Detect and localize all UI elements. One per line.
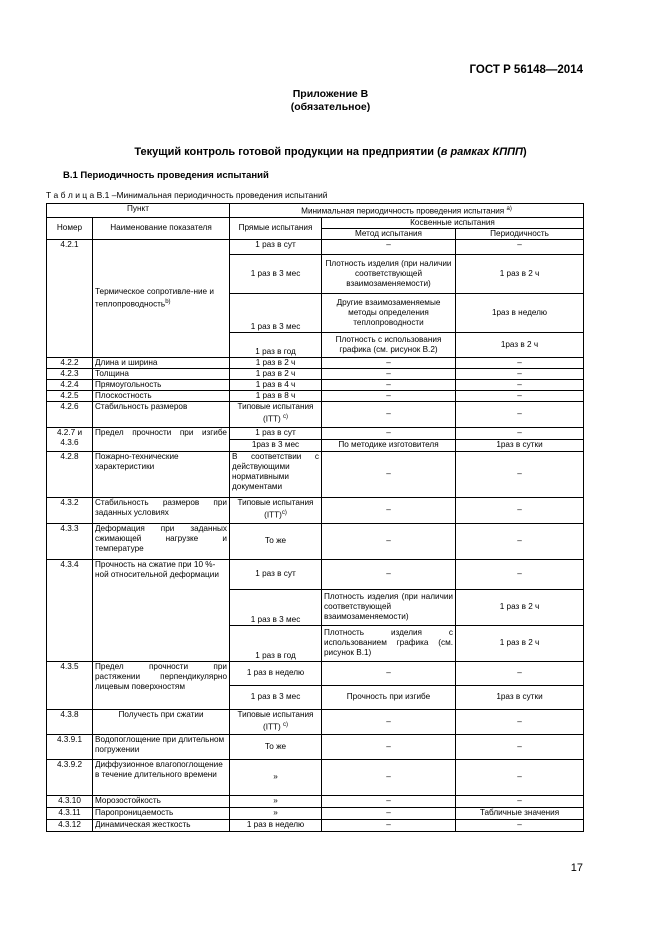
row-method: –	[322, 239, 456, 254]
document-code: ГОСТ Р 56148—2014	[469, 64, 583, 76]
row-direct: 1 раз в 3 мес	[230, 254, 322, 293]
row-indicator: Стабильность размеров	[93, 401, 230, 427]
row-periodicity: –	[456, 368, 584, 379]
row-method: –	[322, 523, 456, 559]
row-periodicity: –	[456, 239, 584, 254]
table-row	[47, 709, 584, 734]
row-number: 4.3.5	[47, 661, 93, 709]
table-header-row	[47, 217, 584, 228]
row-periodicity: –	[456, 795, 584, 807]
row-indicator: Динамическая жесткость	[93, 819, 230, 831]
header-method: Метод испытания	[322, 228, 456, 239]
row-indicator: Прямоугольность	[93, 379, 230, 390]
row-number: 4.2.6	[47, 401, 93, 427]
row-direct: 1 раз в 8 ч	[230, 390, 322, 401]
row-method: –	[322, 379, 456, 390]
row-periodicity: –	[456, 390, 584, 401]
annex-title: Приложение В	[292, 88, 369, 100]
table-row	[47, 497, 584, 523]
row-number: 4.3.12	[47, 819, 93, 831]
header-direct: Прямые испытания	[230, 217, 322, 239]
table-row	[47, 807, 584, 819]
table-row	[47, 661, 584, 685]
row-periodicity: –	[456, 379, 584, 390]
row-method: –	[322, 427, 456, 439]
row-method: –	[322, 368, 456, 379]
row-number: 4.3.3	[47, 523, 93, 559]
row-periodicity: –	[456, 427, 584, 439]
row-number: 4.2.3	[47, 368, 93, 379]
row-direct: То же	[230, 734, 322, 759]
row-method: –	[322, 734, 456, 759]
row-number: 4.3.9.2	[47, 759, 93, 795]
row-method: Плотность изделия (при наличии соответствующей взаимозаменяемости)	[322, 589, 456, 625]
row-periodicity: 1 раз в 2 ч	[456, 254, 584, 293]
row-periodicity: –	[456, 661, 584, 685]
row-periodicity: 1раз в 2 ч	[456, 332, 584, 357]
row-direct: Типовые испытания (ITT) $^{c)}$	[230, 401, 322, 427]
header-min-period: Минимальная периодичность проведения испытания $^{а)}$	[230, 204, 584, 218]
row-periodicity: –	[456, 401, 584, 427]
table-row	[47, 401, 584, 427]
table-row	[47, 379, 584, 390]
row-method: –	[322, 451, 456, 497]
row-periodicity: 1раз в сутки	[456, 685, 584, 709]
table-row	[47, 239, 584, 254]
row-indicator: Предел прочности при изгибе	[93, 427, 230, 451]
row-number: 4.2.4	[47, 379, 93, 390]
row-direct: 1 раз в год	[230, 332, 322, 357]
row-method: По методике изготовителя	[322, 439, 456, 451]
row-indicator: Предел прочности при растяжении перпендикулярно лицевым поверхностям	[93, 661, 230, 709]
row-indicator: Длина и ширина	[93, 357, 230, 368]
row-indicator: Водопоглощение при длительном погружении	[93, 734, 230, 759]
row-indicator: Диффузионное влагопоглощение в течение длительного времени	[93, 759, 230, 795]
row-periodicity: –	[456, 523, 584, 559]
section-heading: В.1 Периодичность проведения испытаний	[63, 170, 269, 181]
page-title: Текущий контроль готовой продукции на предприятии (в рамках КППП)	[134, 146, 527, 158]
row-number: 4.3.2	[47, 497, 93, 523]
row-direct: 1 раз в 3 мес	[230, 293, 322, 332]
periodicity-table	[46, 203, 584, 832]
row-method: –	[322, 795, 456, 807]
row-number: 4.3.9.1	[47, 734, 93, 759]
row-direct: 1 раз в 2 ч	[230, 368, 322, 379]
row-direct: Типовые испытания (ITT)$^{c)}$	[230, 497, 322, 523]
table-row	[47, 368, 584, 379]
table-row	[47, 795, 584, 807]
row-periodicity: –	[456, 734, 584, 759]
page-number: 17	[570, 862, 583, 874]
row-method: Плотность изделия с использованием графика (см. рисунок В.1)	[322, 625, 456, 661]
row-method: –	[322, 819, 456, 831]
row-indicator: Термическое сопротивле-ние и теплопроводность$^{b)}$	[93, 239, 230, 357]
row-number: 4.2.8	[47, 451, 93, 497]
row-number: 4.2.7 и 4.3.6	[47, 427, 93, 451]
row-method: –	[322, 357, 456, 368]
row-method: –	[322, 807, 456, 819]
table-row	[47, 559, 584, 589]
row-indicator: Морозостойкость	[93, 795, 230, 807]
row-indicator: Плоскостность	[93, 390, 230, 401]
table-row	[47, 390, 584, 401]
row-direct: 1 раз в неделю	[230, 819, 322, 831]
row-method: Прочность при изгибе	[322, 685, 456, 709]
row-direct: 1раз в 3 мес	[230, 439, 322, 451]
row-direct: 1 раз в год	[230, 625, 322, 661]
row-periodicity: –	[456, 709, 584, 734]
row-indicator: Деформация при заданных сжимающей нагрузке и температуре	[93, 523, 230, 559]
row-periodicity: –	[456, 497, 584, 523]
row-indicator: Пожарно-технические характеристики	[93, 451, 230, 497]
row-periodicity: –	[456, 819, 584, 831]
annex-subtitle: (обязательное)	[290, 101, 371, 113]
row-number: 4.2.2	[47, 357, 93, 368]
row-method: –	[322, 709, 456, 734]
row-direct: 1 раз в сут	[230, 427, 322, 439]
row-direct: »	[230, 807, 322, 819]
header-indicator: Наименование показателя	[93, 217, 230, 239]
row-direct: 1 раз в 4 ч	[230, 379, 322, 390]
row-number: 4.3.10	[47, 795, 93, 807]
row-method: –	[322, 559, 456, 589]
row-direct: »	[230, 795, 322, 807]
row-method: –	[322, 401, 456, 427]
row-method: Плотность изделия (при наличии соответствующей взаимозаменяемости)	[322, 254, 456, 293]
header-punkt: Пункт	[47, 204, 230, 218]
row-indicator: Стабильность размеров при заданных условиях	[93, 497, 230, 523]
row-number: 4.2.1	[47, 239, 93, 357]
table-row	[47, 734, 584, 759]
row-indicator: Прочность на сжатие при 10 %-ной относительной деформации	[93, 559, 230, 661]
table-caption: Т а б л и ц а В.1 –Минимальная периодичность проведения испытаний	[46, 190, 328, 200]
table-row	[47, 451, 584, 497]
row-method: Плотность с использования графика (см. рисунок В.2)	[322, 332, 456, 357]
row-indicator: Толщина	[93, 368, 230, 379]
row-direct: 1 раз в 3 мес	[230, 685, 322, 709]
header-number: Номер	[47, 217, 93, 239]
row-method: Другие взаимозаменяемые методы определения теплопроводности	[322, 293, 456, 332]
row-direct: 1 раз в 3 мес	[230, 589, 322, 625]
row-indicator: Паропроницаемость	[93, 807, 230, 819]
table-row	[47, 759, 584, 795]
row-direct: 1 раз в сут	[230, 239, 322, 254]
row-direct: 1 раз в сут	[230, 559, 322, 589]
table-row	[47, 357, 584, 368]
row-number: 4.3.8	[47, 709, 93, 734]
row-periodicity: 1 раз в 2 ч	[456, 625, 584, 661]
row-periodicity: –	[456, 559, 584, 589]
row-method: –	[322, 497, 456, 523]
row-periodicity: –	[456, 357, 584, 368]
row-number: 4.3.4	[47, 559, 93, 661]
table-header-row	[47, 204, 584, 218]
row-method: –	[322, 661, 456, 685]
table-row	[47, 427, 584, 439]
row-direct: В соответствии с действующими нормативными документами	[230, 451, 322, 497]
row-direct: Типовые испытания (ITT) $^{c)}$	[230, 709, 322, 734]
table-row	[47, 819, 584, 831]
row-periodicity: –	[456, 451, 584, 497]
row-method: –	[322, 390, 456, 401]
row-number: 4.3.11	[47, 807, 93, 819]
row-periodicity: 1раз в сутки	[456, 439, 584, 451]
row-method: –	[322, 759, 456, 795]
row-periodicity: Табличные значения	[456, 807, 584, 819]
row-number: 4.2.5	[47, 390, 93, 401]
row-direct: »	[230, 759, 322, 795]
header-periodicity: Периодичность	[456, 228, 584, 239]
header-indirect: Косвенные испытания	[322, 217, 584, 228]
row-direct: То же	[230, 523, 322, 559]
row-direct: 1 раз в неделю	[230, 661, 322, 685]
row-direct: 1 раз в 2 ч	[230, 357, 322, 368]
row-indicator: Получесть при сжатии	[93, 709, 230, 734]
row-periodicity: 1раз в неделю	[456, 293, 584, 332]
row-periodicity: 1 раз в 2 ч	[456, 589, 584, 625]
table-row	[47, 523, 584, 559]
row-periodicity: –	[456, 759, 584, 795]
